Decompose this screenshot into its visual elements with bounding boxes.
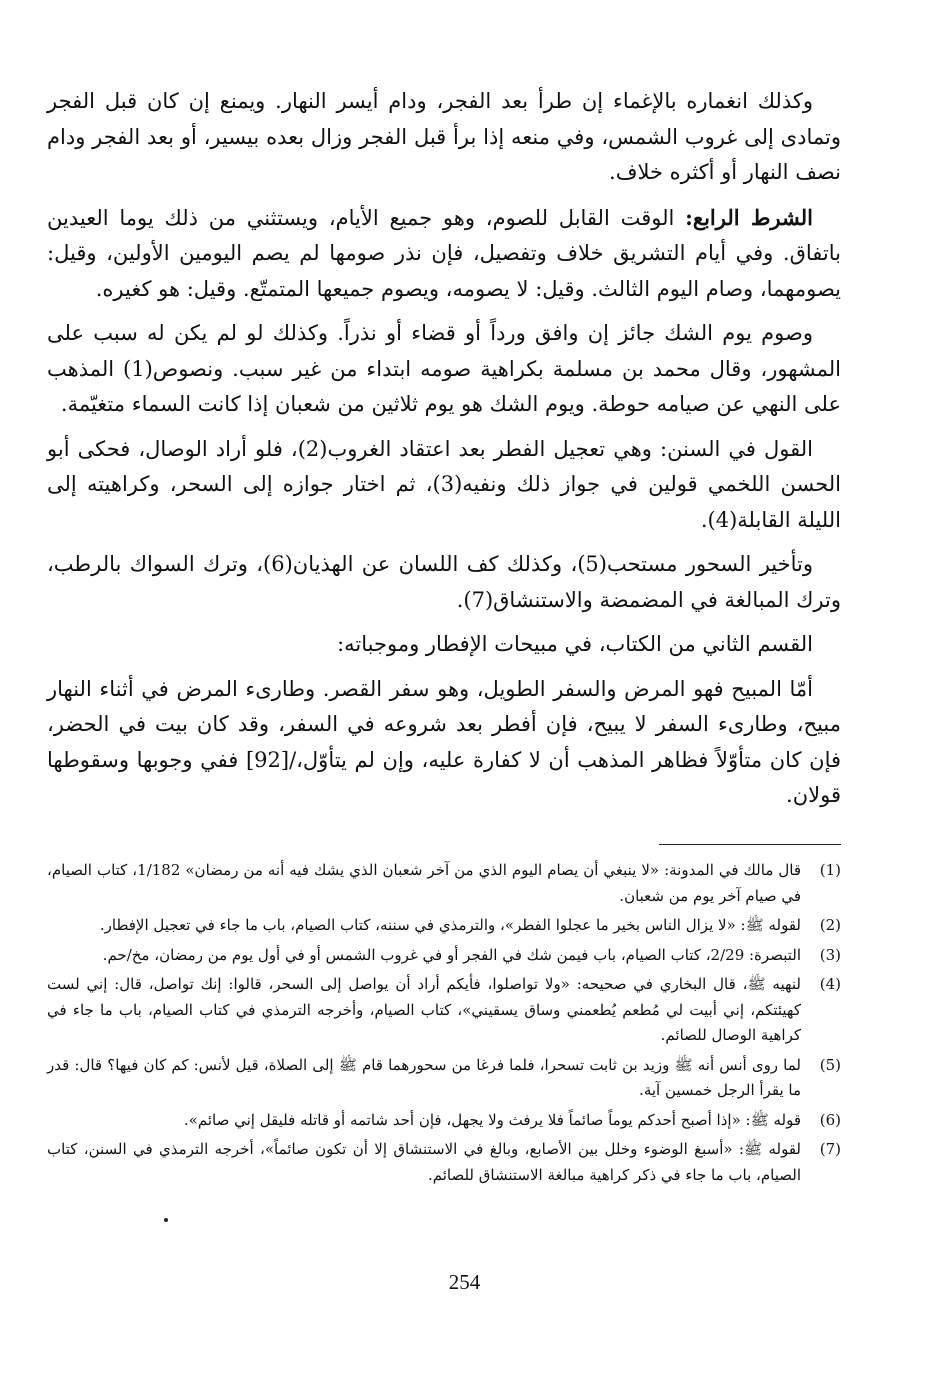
footnote-separator [659, 844, 841, 845]
footnote-text: لما روى أنس أنه ﷺ وزيد بن ثابت تسحرا، فلما فرغا من سحورهما قام ﷺ إلى الصلاة، قيل لأنس: كم كان فيها؟ قال: قدر ما يقرأ الرجل خمسين آية. [47, 1055, 801, 1099]
footnote-text: قوله ﷺ: «إذا أصبح أحدكم يوماً صائماً فلا يرفث ولا يجهل، فإن أحد شاتمه أو قاتله فليقل إني صائم». [183, 1110, 801, 1129]
paragraph-2 [47, 200, 841, 308]
footnote-3 [47, 943, 841, 969]
paragraph-3 [47, 316, 841, 423]
footnote-number: (4) [819, 975, 841, 993]
footnote-1 [47, 858, 841, 909]
paragraph-7 [47, 672, 841, 814]
paragraph-3-text: وصوم يوم الشك جائز إن وافق ورداً أو قضاء أو نذراً. وكذلك لو لم يكن له سبب على المشهور، وقال محمد بن مسلمة بكراهية صومه ابتداء من غير سبب. ونصوص(1) المذهب على النهي عن صيامه حوطة. ويوم الشك هو يوم ثلاثين من شعبان إذا كانت السماء متغيّمة. [47, 321, 841, 416]
footnote-number: (3) [819, 945, 841, 964]
footnotes [47, 858, 841, 1192]
footnote-6 [47, 1108, 841, 1134]
main-text [47, 84, 841, 814]
footnote-number: (7) [819, 1140, 841, 1158]
paragraph-1-text: وكذلك انغماره بالإغماء إن طرأ بعد الفجر، ودام أيسر النهار. ويمنع إن كان قبل الفجر وتمادى إلى غروب الشمس، وفي منعه إذا برأ قبل الفجر وزال بعده بيسير، أو بعد الفجر ودام نصف النهار أو أكثره خلاف. [47, 89, 841, 184]
paragraph-2-text: الوقت القابل للصوم، وهو جميع الأيام، ويستثني من ذلك يوما العيدين باتفاق. وفي أيام التشريق خلاف وتفصيل، فإن نذر صومها لم يصم اليومين الأولين، وقيل: يصومهما، وصام اليوم الثالث. وقيل: لا يصومه، ويصوم جميعها المتمتّع. وقيل: هو كغيره. [47, 205, 841, 301]
footnote-number: (5) [819, 1055, 841, 1074]
paragraph-1 [47, 84, 841, 191]
paragraph-4-text: القول في السنن: وهي تعجيل الفطر بعد اعتقاد الغروب(2)، فلو أراد الوصال، فحكى أبو الحسن اللخمي قولين في جواز ذلك ونفيه(3)، ثم اختار جوازه إلى السحر، وكراهيته إلى الليلة القابلة(4). [47, 436, 842, 532]
page-number: 254 [448, 1270, 481, 1294]
section-heading-text: القسم الثاني من الكتاب، في مبيحات الإفطار وموجباته: [337, 632, 813, 656]
paragraph-7-text: أمّا المبيح فهو المرض والسفر الطويل، وهو سفر القصر. وطارىء المرض في أثناء النهار مبيح، وطارىء السفر لا يبيح، فإن أفطر بعد شروعه في السفر، وقد كان بيت في الحضر، فإن كان متأوّلاً فظاهر المذهب أن لا كفارة عليه، وإن لم يتأوّل،/[92] ففي وجوبها وسقوطها قولان. [47, 676, 842, 807]
paragraph-4 [47, 432, 841, 539]
paragraph-5 [47, 547, 841, 618]
footnote-5 [47, 1053, 841, 1104]
footnote-text: لقوله ﷺ: «أسبغ الوضوء وخلل بين الأصابع، وبالغ في الاستنشاق إلا أن تكون صائماً»، أخرجه الترمذي في السنن، كتاب الصيام، باب ما جاء في ذكر كراهية مبالغة الاستنشاق للصائم. [47, 1140, 801, 1184]
footnote-text: لقوله ﷺ: «لا يزال الناس بخير ما عجلوا الفطر»، والترمذي في سننه، كتاب الصيام، باب ما جاء في تعجيل الإفطار. [99, 916, 801, 934]
footnote-number: (6) [819, 1110, 841, 1129]
footnote-7 [47, 1137, 841, 1188]
footnote-4 [47, 972, 841, 1049]
paragraph-5-text: وتأخير السحور مستحب(5)، وكذلك كف اللسان عن الهذيان(6)، وترك السواك بالرطب، وترك المبالغة في المضمضة والاستنشاق(7). [47, 552, 841, 612]
footnote-text: قال مالك في المدونة: «لا ينبغي أن يصام اليوم الذي من آخر شعبان الذي يشك فيه أنه من رمضان» 1/182، كتاب الصيام، في صيام آخر يوم من شعبان. [47, 861, 801, 905]
paragraph-2-lead: الشرط الرابع: [685, 204, 813, 230]
footnote-number: (1) [819, 861, 841, 879]
footnote-text: لنهيه ﷺ، قال البخاري في صحيحه: «ولا تواصلوا، فأيكم أراد أن يواصل إلى السحر، قالوا: إنك تواصل، قال: إني لست كهيئتكم، إني أبيت لي مُطعم يُطعمني وساق يسقيني»، كتاب الصيام، وأخرجه الترمذي في كتاب الصيام، باب ما جاء في كراهية الوصال للصائم. [47, 975, 801, 1044]
footnote-2 [47, 913, 841, 939]
footnote-number: (2) [819, 916, 841, 934]
ink-dot [164, 1218, 168, 1222]
section-heading [47, 627, 841, 663]
footnote-text: التبصرة: 2/29، كتاب الصيام، باب فيمن شك في الفجر أو في غروب الشمس أو في أول يوم من رمضان، مخ/حم. [102, 945, 801, 964]
